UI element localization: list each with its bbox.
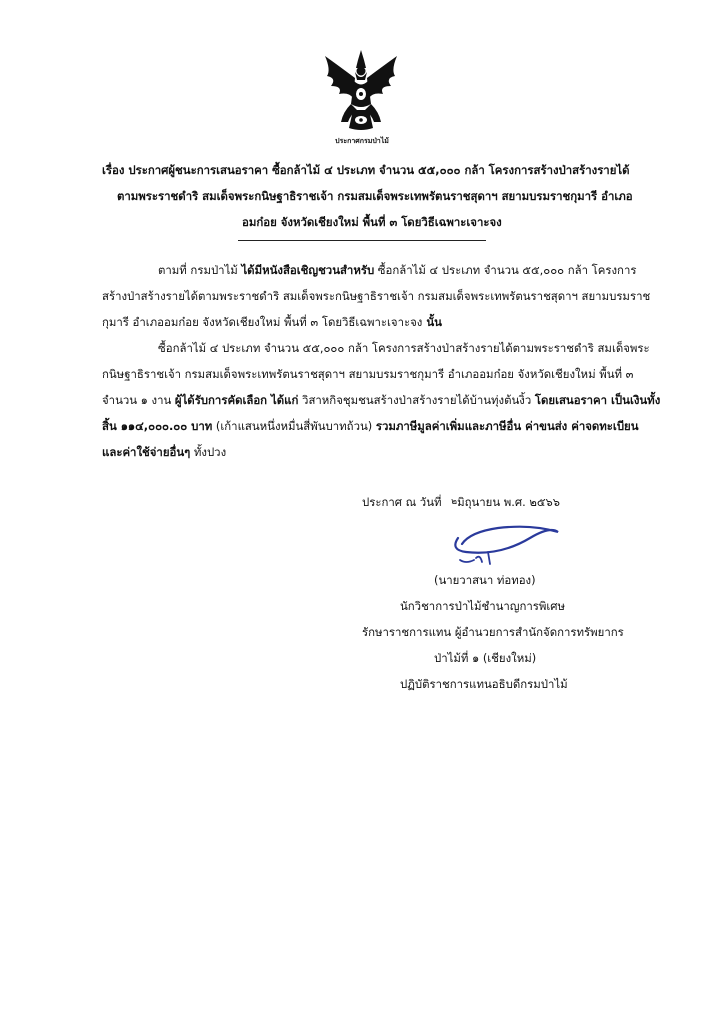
date-label: ประกาศ ณ วันที่: [362, 495, 442, 509]
paragraph-2-line-3: [102, 392, 660, 410]
bold-span: นั้น: [422, 315, 442, 329]
text-span: ซื้อกล้าไม้ ๔ ประเภท จำนวน ๕๕,๐๐๐ กล้า โครงการ: [374, 263, 637, 277]
subject-line-2: ตามพระราชดำริ สมเด็จพระกนิษฐาธิราชเจ้า กรมสมเด็จพระเทพรัตนราชสุดาฯ สยามบรมราชกุมารี อำเภอ: [117, 189, 633, 203]
date-value: มิถุนายน พ.ศ. ๒๕๖๖: [457, 495, 560, 509]
subject-line-3: อมก๋อย จังหวัดเชียงใหม่ พื้นที่ ๓ โดยวิธีเฉพาะเจาะจง: [242, 215, 502, 229]
bold-span: ผู้ได้รับการคัดเลือก ได้แก่: [174, 393, 299, 407]
text-span: วิสาหกิจชุมชนสร้างป่าสร้างรายได้บ้านทุ่งต้นงิ้ว: [298, 393, 535, 407]
paragraph-2-line-1: ซื้อกล้าไม้ ๔ ประเภท จำนวน ๕๕,๐๐๐ กล้า โครงการสร้างป่าสร้างรายได้ตามพระราชดำริ สมเด็จพระ: [158, 341, 650, 355]
signer-position-1: นักวิชาการป่าไม้ชำนาญการพิเศษ: [400, 599, 566, 613]
paragraph-2-line-5: [102, 444, 226, 462]
subject-text: ประกาศผู้ชนะการเสนอราคา ซื้อกล้าไม้ ๔ ประเภท จำนวน ๕๕,๐๐๐ กล้า โครงการสร้างป่าสร้างรายได้: [128, 163, 630, 177]
date-line: [362, 494, 560, 512]
bold-span: สิ้น ๑๑๔,๐๐๐.๐๐ บาท: [102, 419, 213, 433]
handwritten-signature: [440, 520, 560, 570]
bold-span: ได้มีหนังสือเชิญชวนสำหรับ: [241, 263, 375, 277]
signer-name: (นายวาสนา ท่อทอง): [434, 573, 536, 587]
bold-span: และค่าใช้จ่ายอื่นๆ: [102, 445, 191, 459]
document-title: ประกาศกรมป่าไม้: [335, 137, 389, 145]
subject-line-1: [102, 162, 630, 180]
bold-span: โดยเสนอราคา เป็นเงินทั้ง: [534, 393, 661, 407]
paragraph-1-line-1: [158, 262, 636, 280]
signer-position-3: ป่าไม้ที่ ๑ (เชียงใหม่): [434, 651, 537, 665]
text-span: ทั้งปวง: [190, 445, 227, 459]
garuda-emblem-icon: [321, 48, 401, 133]
text-span: กุมารี อำเภออมก๋อย จังหวัดเชียงใหม่ พื้นที่ ๓ โดยวิธีเฉพาะเจาะจง: [102, 315, 423, 329]
paragraph-2-line-2: กนิษฐาธิราชเจ้า กรมสมเด็จพระเทพรัตนราชสุดาฯ สยามบรมราชกุมารี อำเภออมก๋อย จังหวัดเชียงใหม่ พื้นที่ ๓: [102, 367, 634, 381]
divider: [238, 240, 486, 241]
text-span: จำนวน ๑ งาน: [102, 393, 175, 407]
text-span: (เก้าแสนหนึ่งหมื่นสี่พันบาทถ้วน): [212, 419, 376, 433]
paragraph-1-line-2: สร้างป่าสร้างรายได้ตามพระราชดำริ สมเด็จพระกนิษฐาธิราชเจ้า กรมสมเด็จพระเทพรัตนราชสุดาฯ สยามบรมราช: [102, 289, 651, 303]
bold-span: รวมภาษีมูลค่าเพิ่มและภาษีอื่น ค่าขนส่ง ค่าจดทะเบียน: [375, 419, 639, 433]
text-span: ตามที่ กรมป่าไม้: [158, 263, 242, 277]
signer-position-2: รักษาราชการแทน ผู้อำนวยการสำนักจัดการทรัพยากร: [362, 625, 624, 639]
paragraph-1-line-3: [102, 314, 442, 332]
date-day: ๒: [451, 497, 458, 507]
paragraph-2-line-4: [102, 418, 639, 436]
subject-label: เรื่อง: [102, 163, 125, 177]
signer-position-4: ปฏิบัติราชการแทนอธิบดีกรมป่าไม้: [400, 677, 568, 691]
